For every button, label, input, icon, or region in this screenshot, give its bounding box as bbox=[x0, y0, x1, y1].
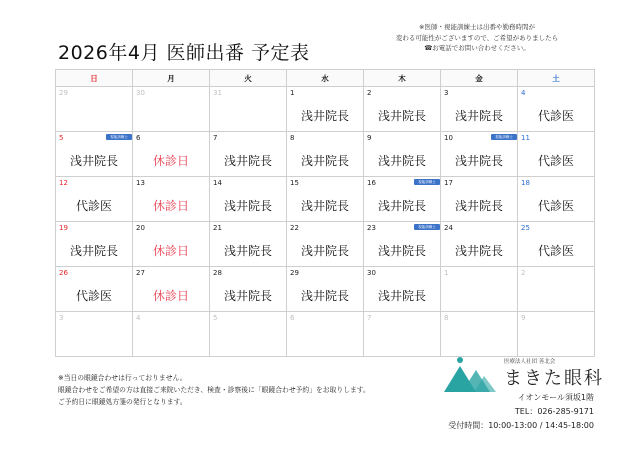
calendar-day-cell bbox=[518, 222, 595, 267]
doctor-assignment: 浅井院長 bbox=[454, 154, 503, 168]
closed-day-label: 休診日 bbox=[152, 289, 189, 303]
day-number: 31 bbox=[213, 89, 222, 97]
day-number: 4 bbox=[521, 89, 526, 97]
clinic-corporation: 医療法人社団 善北会 bbox=[504, 359, 556, 365]
day-number: 27 bbox=[136, 269, 145, 277]
doctor-assignment: 代診医 bbox=[75, 199, 112, 213]
calendar-body bbox=[56, 87, 595, 357]
clinic-logo bbox=[444, 356, 496, 394]
day-number: 29 bbox=[290, 269, 299, 277]
calendar-day-cell bbox=[441, 267, 518, 312]
calendar-day-cell bbox=[287, 132, 364, 177]
calendar-day-cell bbox=[133, 132, 210, 177]
clinic-name: まきた眼科 bbox=[504, 368, 604, 389]
day-number: 7 bbox=[367, 314, 372, 322]
clinic-hours: 受付時間：10:00-13:00 / 14:45-18:00 bbox=[448, 421, 594, 430]
calendar-day-cell bbox=[133, 222, 210, 267]
day-number: 6 bbox=[136, 134, 141, 142]
calendar-week-row bbox=[56, 132, 595, 177]
weekday-tue: 火 bbox=[210, 70, 287, 87]
doctor-assignment: 代診医 bbox=[537, 244, 574, 258]
calendar-day-cell bbox=[287, 267, 364, 312]
calendar-week-row bbox=[56, 87, 595, 132]
orthoptist-badge: 視能訓練士 bbox=[106, 134, 132, 140]
calendar-day-cell bbox=[210, 267, 287, 312]
calendar-day-cell bbox=[518, 267, 595, 312]
footer-line: ※当日の眼鏡合わせは行っておりません。 bbox=[58, 374, 187, 382]
day-number: 9 bbox=[367, 134, 372, 142]
calendar-day-cell bbox=[441, 132, 518, 177]
doctor-assignment: 浅井院長 bbox=[377, 109, 426, 123]
day-number: 10 bbox=[444, 134, 453, 142]
doctor-assignment: 代診医 bbox=[75, 289, 112, 303]
calendar-day-cell bbox=[364, 177, 441, 222]
clinic-location: イオンモール須坂1階 bbox=[517, 393, 594, 402]
day-number: 12 bbox=[59, 179, 68, 187]
calendar-day-cell bbox=[364, 132, 441, 177]
day-number: 5 bbox=[59, 134, 64, 142]
doctor-assignment: 代診医 bbox=[537, 109, 574, 123]
doctor-assignment: 浅井院長 bbox=[454, 199, 503, 213]
day-number: 5 bbox=[213, 314, 218, 322]
calendar-day-cell bbox=[133, 312, 210, 357]
calendar-day-cell bbox=[210, 222, 287, 267]
weekday-sun: 日 bbox=[56, 70, 133, 87]
day-number: 8 bbox=[444, 314, 449, 322]
page-title: 2026年4月 医師出番 予定表 bbox=[58, 42, 310, 64]
calendar-week-row bbox=[56, 312, 595, 357]
day-number: 17 bbox=[444, 179, 453, 187]
day-number: 26 bbox=[59, 269, 68, 277]
calendar-day-cell bbox=[56, 312, 133, 357]
weekday-wed: 水 bbox=[287, 70, 364, 87]
doctor-assignment: 浅井院長 bbox=[377, 244, 426, 258]
weekday-header-row bbox=[56, 70, 595, 87]
calendar-day-cell bbox=[441, 312, 518, 357]
day-number: 16 bbox=[367, 179, 376, 187]
doctor-assignment: 浅井院長 bbox=[454, 244, 503, 258]
calendar-day-cell bbox=[56, 222, 133, 267]
calendar-day-cell bbox=[133, 177, 210, 222]
day-number: 7 bbox=[213, 134, 218, 142]
calendar-day-cell bbox=[133, 87, 210, 132]
doctor-assignment: 浅井院長 bbox=[300, 154, 349, 168]
day-number: 11 bbox=[521, 134, 530, 142]
calendar-day-cell bbox=[287, 87, 364, 132]
calendar-day-cell bbox=[56, 267, 133, 312]
footer-notes bbox=[58, 372, 370, 408]
calendar-day-cell bbox=[518, 312, 595, 357]
doctor-assignment: 浅井院長 bbox=[377, 154, 426, 168]
closed-day-label: 休診日 bbox=[152, 244, 189, 258]
calendar-table bbox=[55, 69, 595, 357]
day-number: 3 bbox=[444, 89, 449, 97]
doctor-assignment: 浅井院長 bbox=[300, 289, 349, 303]
calendar-day-cell bbox=[210, 177, 287, 222]
day-number: 30 bbox=[367, 269, 376, 277]
day-number: 1 bbox=[444, 269, 449, 277]
doctor-assignment: 浅井院長 bbox=[69, 244, 118, 258]
day-number: 8 bbox=[290, 134, 295, 142]
orthoptist-badge: 視能訓練士 bbox=[491, 134, 517, 140]
calendar-day-cell bbox=[287, 312, 364, 357]
calendar-day-cell bbox=[287, 177, 364, 222]
day-number: 9 bbox=[521, 314, 526, 322]
day-number: 19 bbox=[59, 224, 68, 232]
notice-line: ※医師・視能訓練士は出番や勤務時間が bbox=[419, 23, 535, 31]
doctor-assignment: 代診医 bbox=[537, 199, 574, 213]
calendar-day-cell bbox=[441, 222, 518, 267]
calendar-day-cell bbox=[364, 312, 441, 357]
day-number: 1 bbox=[290, 89, 295, 97]
calendar-day-cell bbox=[364, 87, 441, 132]
notice-line: ☎お電話でお問い合わせください。 bbox=[424, 44, 530, 52]
closed-day-label: 休診日 bbox=[152, 199, 189, 213]
doctor-assignment: 浅井院長 bbox=[377, 289, 426, 303]
day-number: 15 bbox=[290, 179, 299, 187]
notice-line: 変わる可能性がございますので、ご希望がありましたら bbox=[395, 33, 559, 42]
calendar-week-row bbox=[56, 267, 595, 312]
day-number: 30 bbox=[136, 89, 145, 97]
doctor-assignment: 浅井院長 bbox=[223, 199, 272, 213]
footer-line: 眼鏡合わせをご希望の方は直接ご来院いただき、検査・診察後に「眼鏡合わせ予約」をお取りします。 bbox=[58, 386, 370, 394]
day-number: 6 bbox=[290, 314, 295, 322]
doctor-assignment: 浅井院長 bbox=[223, 244, 272, 258]
doctor-assignment: 浅井院長 bbox=[69, 154, 118, 168]
doctor-assignment: 浅井院長 bbox=[223, 289, 272, 303]
calendar-day-cell bbox=[287, 222, 364, 267]
calendar-day-cell bbox=[441, 87, 518, 132]
weekday-thu: 木 bbox=[364, 70, 441, 87]
calendar-day-cell bbox=[518, 87, 595, 132]
calendar-day-cell bbox=[518, 132, 595, 177]
calendar-day-cell bbox=[210, 312, 287, 357]
doctor-assignment: 浅井院長 bbox=[377, 199, 426, 213]
footer-line: ご予約日に眼鏡処方箋の発行となります。 bbox=[58, 398, 187, 406]
calendar-week-row bbox=[56, 222, 595, 267]
day-number: 22 bbox=[290, 224, 299, 232]
doctor-assignment: 代診医 bbox=[537, 154, 574, 168]
day-number: 20 bbox=[136, 224, 145, 232]
day-number: 28 bbox=[213, 269, 222, 277]
calendar-day-cell bbox=[364, 267, 441, 312]
orthoptist-badge: 視能訓練士 bbox=[414, 179, 440, 185]
weekday-sat: 土 bbox=[518, 70, 595, 87]
orthoptist-badge: 視能訓練士 bbox=[414, 224, 440, 230]
day-number: 13 bbox=[136, 179, 145, 187]
calendar-day-cell bbox=[518, 177, 595, 222]
schedule-notice bbox=[372, 22, 582, 54]
calendar-day-cell bbox=[441, 177, 518, 222]
calendar-week-row bbox=[56, 177, 595, 222]
doctor-assignment: 浅井院長 bbox=[300, 109, 349, 123]
calendar-day-cell bbox=[210, 132, 287, 177]
doctor-assignment: 浅井院長 bbox=[454, 109, 503, 123]
calendar-day-cell bbox=[56, 132, 133, 177]
calendar-day-cell bbox=[56, 177, 133, 222]
calendar-day-cell bbox=[133, 267, 210, 312]
clinic-phone: TEL：026-285-9171 bbox=[514, 407, 594, 416]
calendar-day-cell bbox=[56, 87, 133, 132]
day-number: 3 bbox=[59, 314, 64, 322]
day-number: 23 bbox=[367, 224, 376, 232]
day-number: 29 bbox=[59, 89, 68, 97]
closed-day-label: 休診日 bbox=[152, 154, 189, 168]
day-number: 24 bbox=[444, 224, 453, 232]
day-number: 25 bbox=[521, 224, 530, 232]
weekday-mon: 月 bbox=[133, 70, 210, 87]
calendar-day-cell bbox=[364, 222, 441, 267]
doctor-assignment: 浅井院長 bbox=[223, 154, 272, 168]
day-number: 14 bbox=[213, 179, 222, 187]
doctor-assignment: 浅井院長 bbox=[300, 199, 349, 213]
day-number: 21 bbox=[213, 224, 222, 232]
day-number: 2 bbox=[367, 89, 372, 97]
doctor-assignment: 浅井院長 bbox=[300, 244, 349, 258]
calendar-day-cell bbox=[210, 87, 287, 132]
day-number: 18 bbox=[521, 179, 530, 187]
weekday-fri: 金 bbox=[441, 70, 518, 87]
day-number: 2 bbox=[521, 269, 526, 277]
day-number: 4 bbox=[136, 314, 141, 322]
